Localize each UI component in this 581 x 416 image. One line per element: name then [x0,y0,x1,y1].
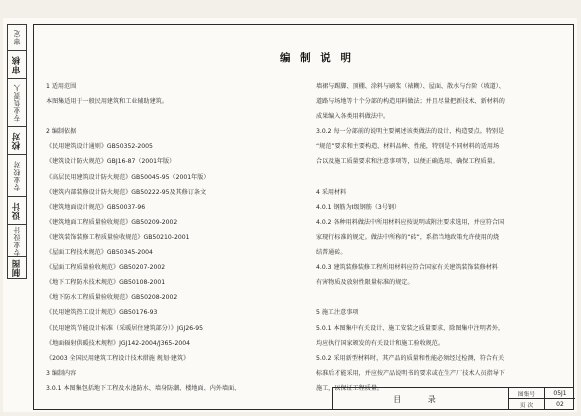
text-line: 墙裙与踢脚、顶棚、涂料与刷浆（裱糊）、屋面、散水与台阶（坡道）、 [316,83,505,90]
text-line [316,290,568,305]
right-text-column [316,79,568,396]
text-line: 家现行标准的规定。做法中所称的“砖”，系指当地政策允许使用的烧 [316,233,500,241]
text-line: 成果编入各类用料做法中。 [316,113,390,121]
side-label-designer: 专业设计 [12,225,21,256]
page-number-value: 02 [556,401,564,408]
text-line: 3.0.2 每一分部前的说明主要阐述该类做法的设计、构造要点。特别是 [316,128,505,136]
left-text-column [46,79,306,396]
text-line: 4.0.1 钢筋为Ⅰ级钢筋（3号钢） [316,203,401,211]
side-label-check: 校对 [11,131,22,150]
text-line [316,170,568,185]
text-line: 1 适用范围 [46,83,77,90]
text-line: 5.0.1 本图集中有关设计、施工安装之质量要求，除图集中注明者外， [316,324,505,332]
text-line: 《民用建筑热工设计规范》GB50176-93 [46,309,158,317]
text-line: 《屋面工程技术规范》GB50345-2004 [46,249,153,257]
text-line: 《建筑设计防火规范》GBJ16-87（2001年版） [46,158,176,166]
text-line: 《民用建筑设计通则》GB50352-2005 [46,143,153,151]
text-line: 《建筑内部装修设计防火规范》GB50222-95及其修订条文 [46,188,207,196]
text-line: 《地下工程防水技术规范》GB50108-2001 [46,279,166,287]
page-title: 编 制 说 明 [280,52,354,64]
side-cell-check [8,127,26,155]
text-line: 《建筑装饰装修工程质量验收规范》GB50210-2001 [46,233,190,241]
text-line: 《高层民用建筑设计防火规范》GB50045-95（2001年版） [46,173,210,181]
text-line: 3 编制内容 [46,369,77,377]
text-line: 标准后才能采用，并应按产品说明书的要求或在生产厂技术人员指导下 [316,369,505,377]
side-cell-draft [8,257,26,278]
side-label-lead: 专业负责人 [12,83,21,122]
side-label-review: 审核 [11,55,22,74]
side-cell-designer [8,225,26,257]
atlas-number-value: 05J1 [545,388,575,399]
signature-strip [7,24,27,279]
text-line: 《地面辐射供暖技术规程》JGJ142-2004/J365-2004 [46,339,190,347]
text-line: 施工，以保证工程质量。 [316,384,384,392]
text-line: 《建筑地面工程质量验收规范》GB50209-2002 [46,218,178,226]
text-line: 结普通砖。 [316,249,347,257]
text-line: 《屋面工程质量验收规范》GB50207-2002 [46,264,166,272]
side-label-design: 设计 [11,201,22,220]
atlas-number-label: 图集号 [509,388,545,399]
side-cell-lead [8,79,26,127]
side-label-approve: 审定 [12,30,21,45]
text-line: 《2003 全国民用建筑工程设计技术措施 规划·建筑》 [46,354,190,362]
text-line: 3.0.1 本图集包括地下工程及水池防水、墙身防潮、楼地面、内外墙面、 [46,384,241,392]
text-line: “规范”要求和主要构造、材料品种、性能，特别是不同材料的适用场 [316,143,500,151]
side-label-proofread: 专业校对 [12,160,21,191]
text-line: 合以及施工质量要求和注意事项等，以便正确选用、确保工程质量。 [316,158,499,166]
text-line: 4.0.2 各种用料做法中所用材料应按说明或附注要求选用，并应符合国 [316,218,505,226]
title-block-name: 目 录 [333,388,509,410]
text-line: 道路与场地等十个分部的构造用料做法；并且尽量把新技术、新材料的 [316,98,505,106]
text-line [46,109,306,124]
text-line: 《建筑地面设计规范》GB50037-96 [46,203,146,211]
text-line: 2 编制依据 [46,128,77,136]
page-number-label: 页 次 [509,399,545,410]
title-block [332,387,574,410]
text-line: 5.0.2 采用新型材料时，其产品的质量和性能必须经过检测，符合有关 [316,354,505,362]
side-label-draft: 制图 [11,258,22,277]
text-line: 4 采用材料 [316,188,347,196]
side-cell-approve [8,25,26,51]
text-line: 《地下防水工程质量验收规范》GB50208-2002 [46,294,178,302]
text-line: 均应执行国家颁发的有关设计和施工验收规范。 [316,339,444,347]
text-line: 本图集适用于一般民用建筑和工业辅助建筑。 [46,98,168,106]
text-line: 5 施工注意事项 [316,309,359,317]
side-cell-design [8,197,26,225]
side-cell-proofread [8,155,26,197]
text-line: 4.0.3 建筑装修装修工程所用材料应符合国家有关建筑装饰装修材料 [316,264,498,272]
text-line: 有害物质及放射性限量标准的规定。 [316,279,414,287]
text-line: 《民用建筑节能设计标准（采暖居住建筑部分）》JGJ26-95 [46,324,204,332]
side-cell-review [8,51,26,79]
